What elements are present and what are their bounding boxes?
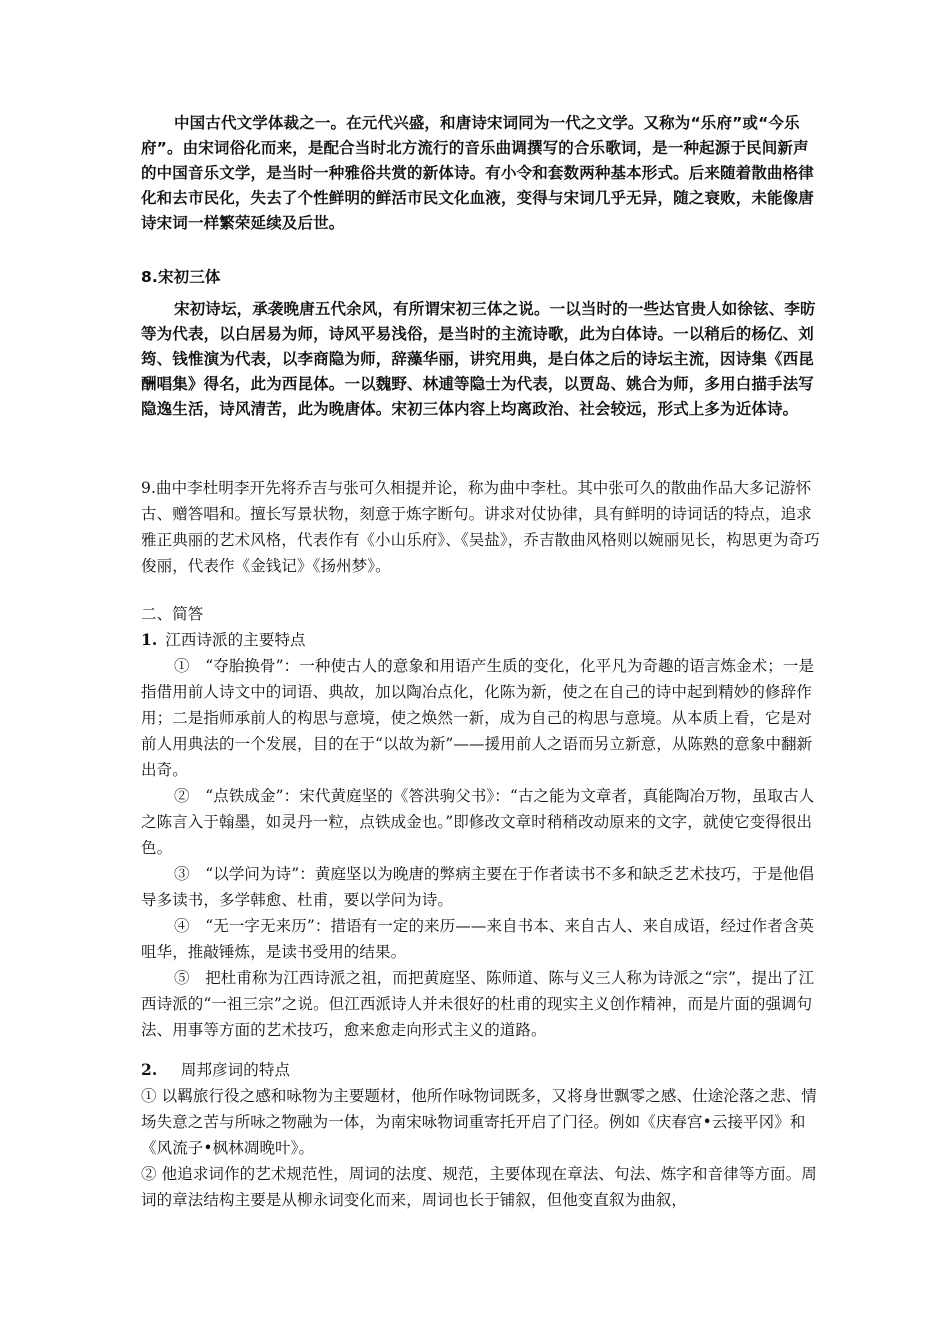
question-heading-zhou-bangyan (141, 1057, 821, 1083)
question-heading-jiangxi-school (141, 627, 821, 653)
question-number: 1. (141, 630, 158, 649)
answer-list-zhou-bangyan (141, 1083, 821, 1213)
list-item: ⑤ 把杜甫称为江西诗派之祖，而把黄庭坚、陈师道、陈与义三人称为诗派之“宗”，提出了江西诗派的“一祖三宗”之说。但江西派诗人并未很好的杜甫的现实主义创作精神，而是片面的强调句法、用事等方面的艺术技巧，愈来愈走向形式主义的道路。 (141, 969, 815, 1039)
list-item: ③ “以学问为诗”：黄庭坚以为晚唐的弊病主要在于作者读书不多和缺乏艺术技巧，于是他倡导多读书，多学韩愈、杜甫，要以学问为诗。 (141, 865, 815, 909)
question-number: 2. (141, 1060, 158, 1079)
list-item: ① 以羁旅行役之感和咏物为主要题材，他所作咏物词既多，又将身世飘零之感、仕途沦落之悲、情场失意之苦与所咏之物融为一体，为南宋咏物词重寄托开启了门径。例如《庆春宫•云接平冈》和《风流子•枫林凋晚叶》。 (141, 1087, 817, 1157)
question-title: 周邦彦词的特点 (180, 1061, 291, 1079)
section-heading-short-answer: 二、简答 (141, 605, 204, 623)
question-title: 江西诗派的主要特点 (165, 631, 306, 649)
heading-songchu-santi: 8.宋初三体 (141, 268, 221, 286)
list-item: ④ “无一字无来历”：措语有一定的来历——来自书本、来自古人、来自成语，经过作者含英咀华，推敲锤炼，是读书受用的结果。 (141, 917, 815, 961)
paragraph-songchu-santi: 宋初诗坛，承袭晚唐五代余风，有所谓宋初三体之说。一以当时的一些达官贵人如徐铉、李昉等为代表，以白居易为师，诗风平易浅俗，是当时的主流诗歌，此为白体诗。一以稍后的杨亿、刘筠、钱惟演为代表，以李商隐为师，辞藻华丽，讲究用典，是白体之后的诗坛主流，因诗集《西昆酬唱集》得名，此为西昆体。一以魏野、林逋等隐士为代表，以贾岛、姚合为师，多用白描手法写隐逸生活，诗风清苦，此为晚唐体。宋初三体内容上均离政治、社会较远，形式上多为近体诗。 (141, 300, 816, 418)
list-item: ② “点铁成金”：宋代黄庭坚的《答洪驹父书》：“古之能为文章者，真能陶冶万物，虽取古人之陈言入于翰墨，如灵丹一粒，点铁成金也。”即修改文章时稍稍改动原来的文字，就使它变得很出色。 (141, 787, 815, 857)
paragraph-quzhong-lidu: 9.曲中李杜明李开先将乔吉与张可久相提并论，称为曲中李杜。其中张可久的散曲作品大多记游怀古、赠答唱和。擅长写景状物，刻意于炼字断句。讲求对仗协律，具有鲜明的诗词话的特点，追求雅正典丽的艺术风格，代表作有《小山乐府》、《吴盐》，乔吉散曲风格则以婉丽见长，构思更为奇巧俊丽，代表作《金钱记》《扬州梦》。 (141, 479, 820, 575)
paragraph-sanqu-definition: 中国古代文学体裁之一。在元代兴盛，和唐诗宋词同为一代之文学。又称为“乐府”或“今乐府”。由宋词俗化而来，是配合当时北方流行的音乐曲调撰写的合乐歌词，是一种起源于民间新声的中国音乐文学，是当时一种雅俗共赏的新体诗。有小令和套数两种基本形式。后来随着散曲格律化和去市民化，失去了个性鲜明的鲜活市民文化血液，变得与宋词几乎无异，随之衰败，未能像唐诗宋词一样繁荣延续及后世。 (141, 114, 814, 232)
answer-list-jiangxi-school (141, 653, 821, 1043)
list-item: ① “夺胎换骨”：一种使古人的意象和用语产生质的变化，化平凡为奇趣的语言炼金术；一是指借用前人诗文中的词语、典故，加以陶冶点化，化陈为新，使之在自己的诗中起到精妙的修辞作用；二是指师承前人的构思与意境，使之焕然一新，成为自己的构思与意境。从本质上看，它是对前人用典法的一个发展，目的在于“以故为新”——援用前人之语而另立新意，从陈熟的意象中翻新出奇。 (141, 657, 815, 779)
list-item: ② 他追求词作的艺术规范性，周词的法度、规范，主要体现在章法、句法、炼字和音律等方面。周词的章法结构主要是从柳永词变化而来，周词也长于铺叙，但他变直叙为曲叙， (141, 1165, 817, 1209)
